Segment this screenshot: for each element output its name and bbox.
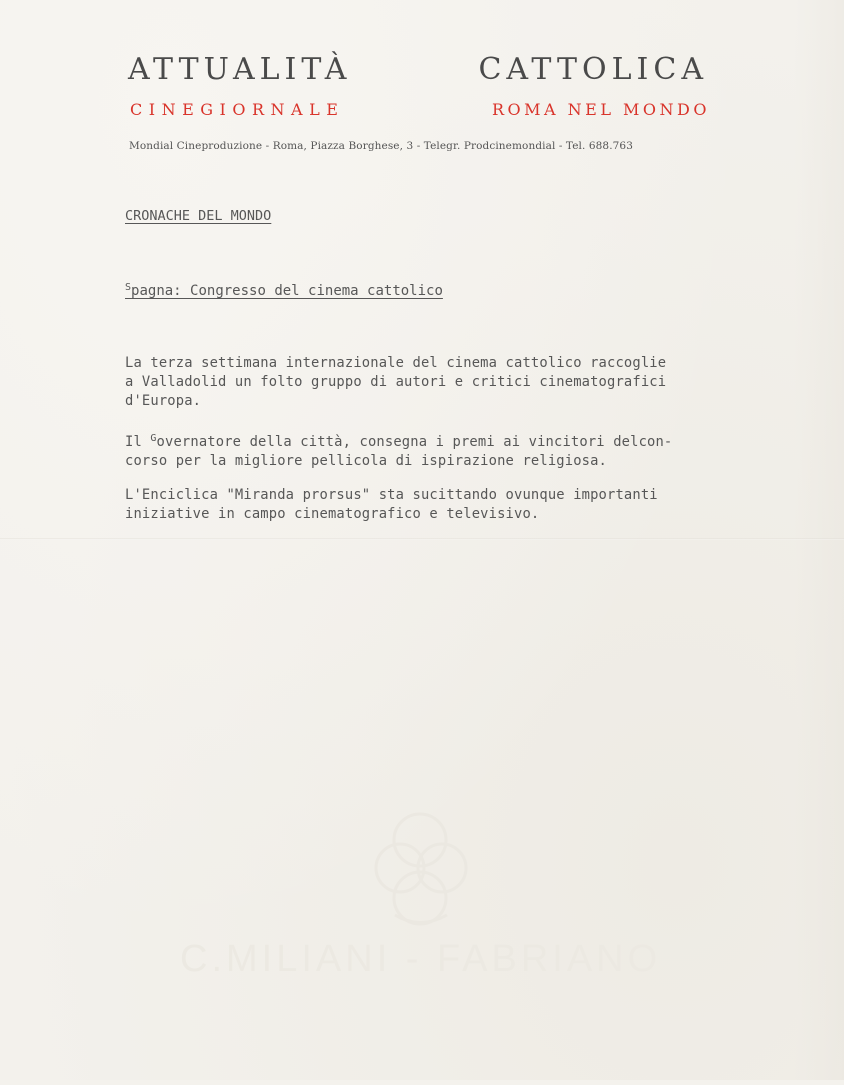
letterhead-subtitle-right: ROMA NEL MONDO: [491, 100, 710, 119]
paper-fold-crease: [0, 538, 844, 540]
story-title: [125, 282, 443, 299]
paragraph-line: iniziative in campo cinematografico e televisivo.: [125, 506, 540, 522]
paragraph-2-rest: overnatore della città, consegna i premi ai vincitori delcon-: [156, 434, 673, 450]
paragraph-1: [125, 354, 666, 411]
watermark-text: C.MILIANI - FABRIANO: [180, 938, 662, 980]
paragraph-line: La terza settimana internazionale del cinema cattolico raccoglie: [125, 355, 667, 371]
letterhead-title-right: CATTOLICA: [478, 52, 708, 87]
paper-edge-shading: [794, 0, 844, 1080]
letterhead-title-left: ATTUALITÀ: [128, 52, 352, 87]
letterhead-subtitle: [130, 100, 710, 119]
story-title-initial: S: [125, 282, 132, 293]
paragraph-3: [125, 486, 658, 524]
paragraph-2: [125, 429, 672, 471]
paragraph-2-initial: G: [150, 433, 157, 444]
paragraph-line: [125, 429, 672, 452]
paragraph-line: corso per la migliore pellicola di ispirazione religiosa.: [125, 453, 608, 469]
story-title-text: pagna: Congresso del cinema cattolico: [131, 283, 443, 299]
letterhead-subtitle-left: CINEGIORNALE: [130, 100, 345, 119]
letterhead-title: [128, 52, 708, 87]
paragraph-line: L'Enciclica "Miranda prorsus" sta sucittando ovunque importanti: [125, 487, 658, 503]
letterhead-address: Mondial Cineproduzione - Roma, Piazza Borghese, 3 - Telegr. Prodcinemondial - Tel. 688.763: [129, 140, 633, 152]
paragraph-2-start: Il: [125, 434, 151, 450]
paragraph-line: a Valladolid un folto gruppo di autori e critici cinematografici: [125, 374, 667, 390]
section-heading: CRONACHE DEL MONDO: [125, 208, 272, 224]
paragraph-line: d'Europa.: [125, 393, 202, 409]
